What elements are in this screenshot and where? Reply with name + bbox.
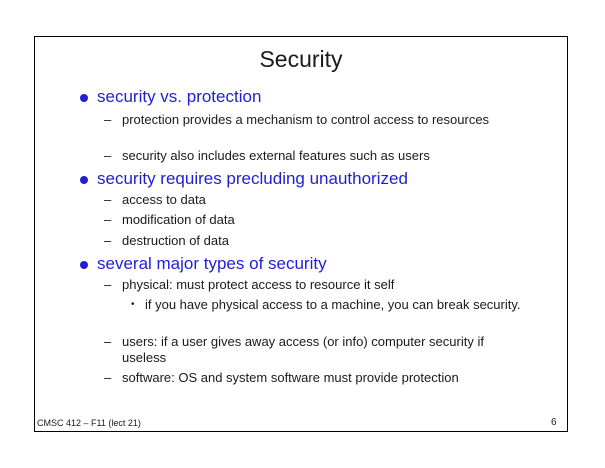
sub-item-label: software: OS and system software must provide protection	[122, 370, 459, 385]
bullet-icon	[80, 261, 88, 269]
dash-icon: –	[104, 334, 112, 349]
small-bullet-icon: •	[131, 299, 135, 310]
dash-icon: –	[104, 233, 112, 248]
dash-icon: –	[104, 370, 112, 385]
sub-item-label: protection provides a mechanism to control access to resources	[122, 112, 490, 127]
sub-item-label: users: if a user gives away access (or info) computer security if useless	[122, 334, 484, 365]
dash-icon: –	[104, 148, 112, 163]
dash-icon: –	[104, 212, 112, 227]
sub-item-label: physical: must protect access to resource it self	[122, 277, 395, 292]
bullet-icon	[80, 94, 88, 102]
bullet-label: security vs. protection	[97, 87, 262, 106]
sub-item-label: access to data	[122, 192, 206, 207]
dash-icon: –	[104, 277, 112, 292]
sub-item-label: destruction of data	[122, 233, 229, 248]
sub-item-label: security also includes external features such as users	[122, 148, 430, 163]
dash-icon: –	[104, 112, 112, 127]
bullet-label: security requires precluding unauthorized	[97, 169, 408, 188]
slide-title: Security	[259, 46, 343, 72]
bullet-icon	[80, 176, 88, 184]
bullet-label: several major types of security	[97, 254, 327, 273]
page-number: 6	[551, 417, 557, 428]
dash-icon: –	[104, 192, 112, 207]
course-footer: CMSC 412 – F11 (lect 21)	[37, 418, 141, 428]
sub-sub-item-label: if you have physical access to a machine, you can break security.	[145, 297, 521, 312]
sub-item-label: modification of data	[122, 212, 235, 227]
